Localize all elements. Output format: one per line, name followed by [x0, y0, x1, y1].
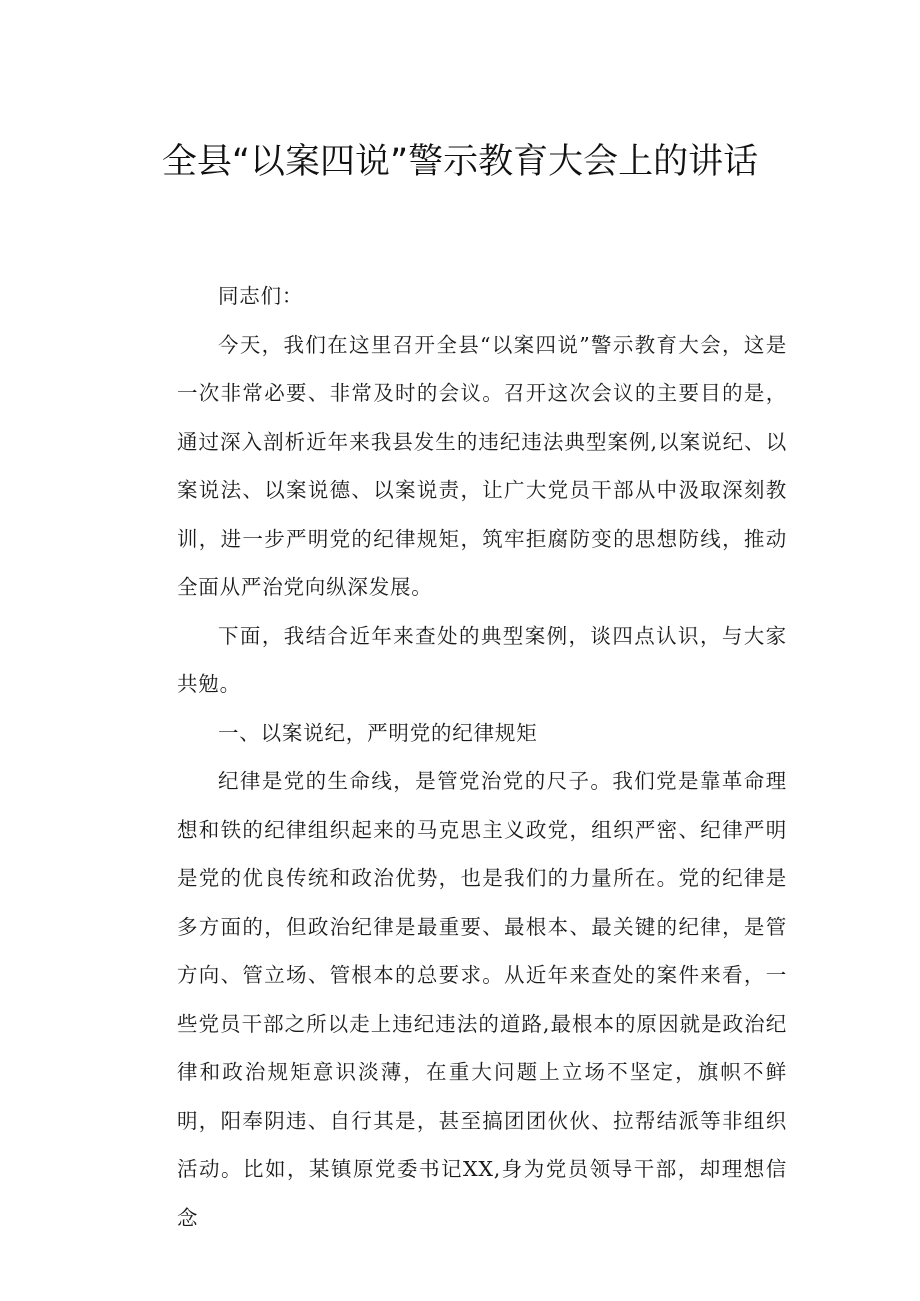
body-paragraph-opening: 今天，我们在这里召开全县“以案四说”警示教育大会，这是一次非常必要、非常及时的会议。召开这次会议的主要目的是，通过深入剖析近年来我县发生的违纪违法典型案例,以案说纪、以案说法、以案说德、以案说责，让广大党员干部从中汲取深刻教训，进一步严明党的纪律规矩，筑牢拒腐防变的思想防线，推动全面从严治党向纵深发展。: [177, 332, 787, 599]
section-heading: 一、以案说纪，严明党的纪律规矩: [218, 720, 538, 745]
section-paragraph: 纪律是党的生命线，是管党治党的尺子。我们党是靠革命理想和铁的纪律组织起来的马克思主义政党，组织严密、纪律严明是党的优良传统和政治优势，也是我们的力量所在。党的纪律是多方面的，但政治纪律是最重要、最根本、最关键的纪律，是管方向、管立场、管根本的总要求。从近年来查处的案件来看，一些党员干部之所以走上违纪违法的道路,最根本的原因就是政治纪律和政治规矩意识淡薄，在重大问题上立场不坚定，旗帜不鲜明，阳奉阴违、自行其是，甚至搞团团伙伙、拉帮结派等非组织活动。比如，某镇原党委书记XX,身为党员领导干部，却理想信念: [177, 769, 787, 1230]
body-paragraph-intro: 下面，我结合近年来查处的典型案例，谈四点认识，与大家共勉。: [177, 623, 787, 696]
document-body: [177, 272, 787, 1242]
document-title: 全县“以案四说”警示教育大会上的讲话: [161, 142, 759, 182]
salutation: 同志们：: [218, 284, 304, 308]
